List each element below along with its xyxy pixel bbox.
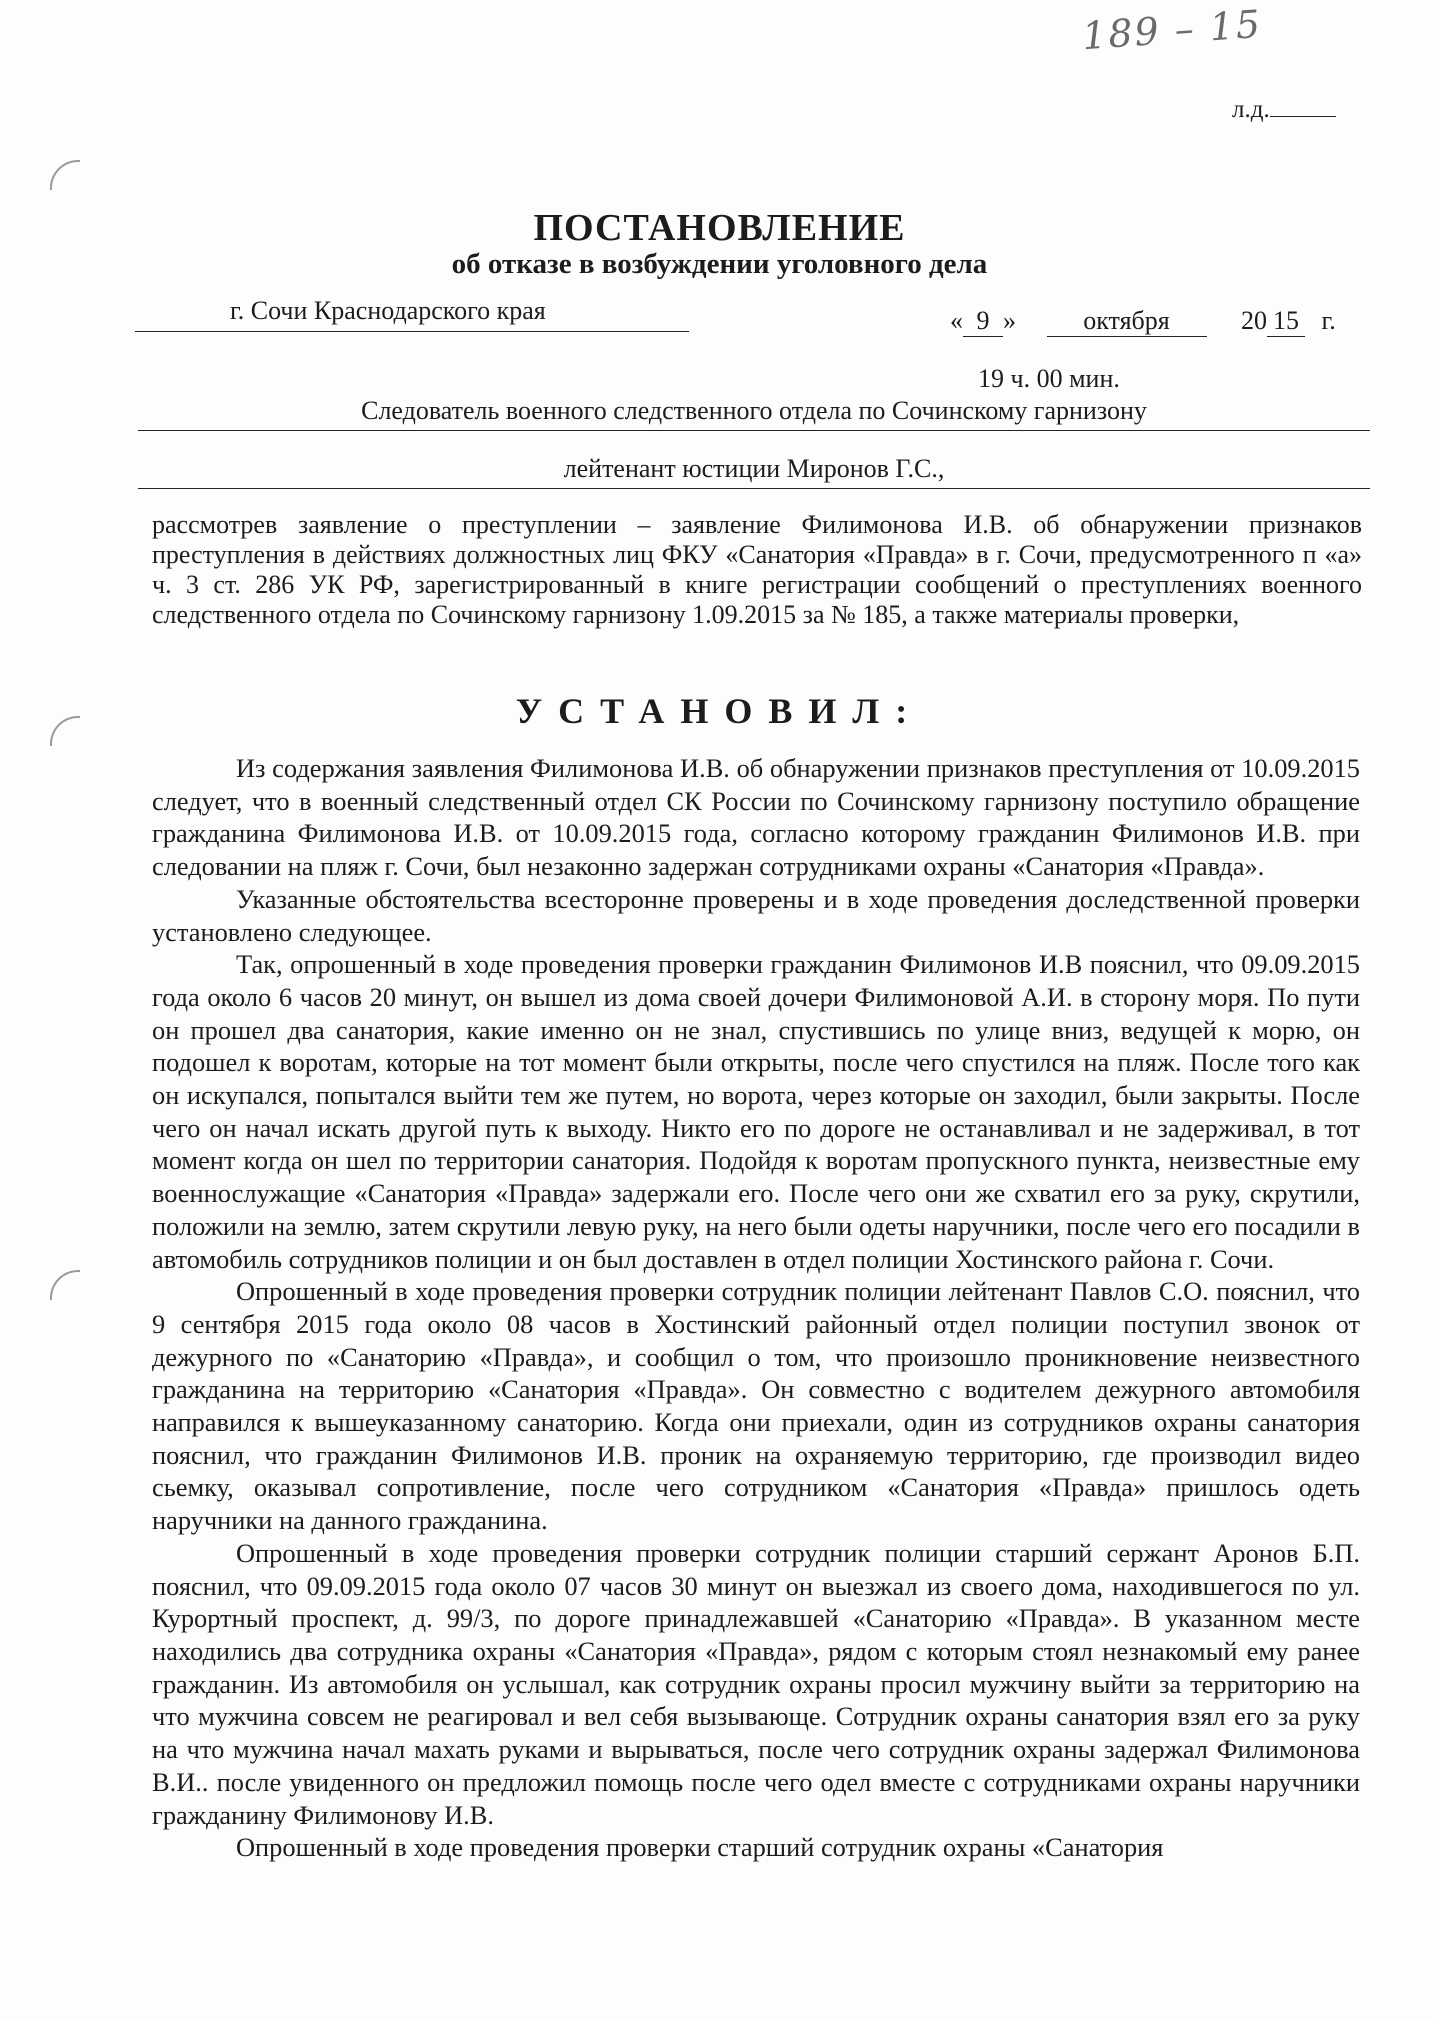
investigator-name: лейтенант юстиции Миронов Г.С., bbox=[138, 454, 1370, 489]
date-field bbox=[950, 306, 1336, 337]
findings-body bbox=[152, 752, 1360, 1863]
findings-paragraph: Опрошенный в ходе проведения проверки сотрудник полиции старший сержант Аронов Б.П. пояснил, что 09.09.2015 года около 07 часов 30 минут он выезжал из своего дома, находившегося по ул. Курортный проспект, д. 99/3, по дороге принадлежавшей «Санаторию «Правда». В указанном месте находились два сотрудника охраны «Санатория «Правда», рядом с которым стоял незнакомый ему ранее гражданин. Из автомобиля он услышал, как сотрудник охраны просил мужчину выйти за территорию на что мужчина совсем не реагировал и вел себя вызывающе. Сотрудник охраны санатория взял его за руку на что мужчина начал махать руками и вырываться, после чего сотрудник охраны задержал Филимонова В.И.. после увиденного он предложил помощь после чего одел вместе с сотрудниками охраны наручники гражданину Филимонову И.В. bbox=[152, 1537, 1360, 1830]
place-field: г. Сочи Краснодарского края bbox=[135, 296, 689, 332]
document-subtitle: об отказе в возбуждении уголовного дела bbox=[451, 248, 988, 280]
punch-hole-mark bbox=[50, 160, 80, 190]
sheet-number-label: л.д. bbox=[1232, 96, 1270, 123]
handwritten-note: 189 – 15 bbox=[1080, 1, 1264, 59]
preamble-text: рассмотрев заявление о преступлении – заявление Филимонова И.В. об обнаружении признаков преступления в действиях должностных лиц ФКУ «Санатория «Правда» в г. Сочи, предусмотренного п «а» ч. 3 ст. 286 УК РФ, зарегистрированный в книге регистрации сообщений о преступлениях военного следственного отдела по Сочинскому гарнизону 1.09.2015 за № 185, а также материалы проверки, bbox=[152, 510, 1362, 629]
date-year-suffix: 15 bbox=[1267, 306, 1305, 337]
findings-paragraph: Опрошенный в ходе проведения проверки сотрудник полиции лейтенант Павлов С.О. пояснил, что 9 сентября 2015 года около 08 часов в Хостинский районный отдел полиции поступил звонок от дежурного по «Санаторию «Правда», и сообщил о том, что произошло проникновение неизвестного гражданина на территорию «Санатория «Правда». Он совместно с водителем дежурного автомобиля направился к вышеуказанному санаторию. Когда они приехали, один из сотрудников охраны санатория пояснил, что гражданин Филимонов И.В. проник на охраняемую территорию, где производил видео сьемку, оказывал сопротивление, после чего сотрудником «Санатория «Правда» пришлось одеть наручники на данного гражданина. bbox=[152, 1276, 1360, 1536]
time-field: 19 ч. 00 мин. bbox=[978, 364, 1120, 393]
sheet-number-blank bbox=[1270, 96, 1336, 117]
date-day: 9 bbox=[963, 306, 1003, 337]
sheet-number-field bbox=[1232, 96, 1336, 124]
document-title: ПОСТАНОВЛЕНИЕ bbox=[533, 207, 906, 249]
date-open-quote: « bbox=[950, 306, 963, 335]
punch-hole-mark bbox=[50, 1270, 80, 1300]
date-year-prefix: 20 bbox=[1241, 306, 1267, 335]
findings-paragraph: Опрошенный в ходе проведения проверки старший сотрудник охраны «Санатория bbox=[236, 1832, 1164, 1863]
date-year-unit: г. bbox=[1321, 306, 1336, 335]
findings-paragraph: Из содержания заявления Филимонова И.В. об обнаружении признаков преступления от 10.09.2015 следует, что в военный следственный отдел СК России по Сочинскому гарнизону поступило обращение гражданина Филимонова И.В. от 10.09.2015 года, согласно которому гражданин Филимонов И.В. при следовании на пляж г. Сочи, был незаконно задержан сотрудниками охраны «Санатория «Правда». bbox=[152, 753, 1360, 882]
findings-paragraph: Так, опрошенный в ходе проведения проверки гражданин Филимонов И.В пояснил, что 09.09.2015 года около 6 часов 20 минут, он вышел из дома своей дочери Филимоновой А.И. в сторону моря. По пути он прошел два санатория, какие именно он не знал, спустившись по улице вниз, ведущей к морю, он подошел к воротам, которые на тот момент были открыты, после чего спустился на пляж. После того как он искупался, попытался выйти тем же путем, но ворота, через которые он заходил, были закрыты. После чего он начал искать другой путь к выходу. Никто его по дороге не останавливал и не задерживал, в тот момент когда он шел по территории санатория. Подойдя к воротам пропускного пункта, неизвестные ему военнослужащие «Санатория «Правда» задержали его. После чего они же схватил его за руку, скрутили, положили на землю, затем скрутили левую руку, на него были одеты наручники, после чего его посадили в автомобиль сотрудников полиции и он был доставлен в отдел полиции Хостинского района г. Сочи. bbox=[152, 949, 1360, 1274]
section-heading: УСТАНОВИЛ: bbox=[515, 691, 924, 731]
investigator-position: Следователь военного следственного отдела по Сочинскому гарнизону bbox=[138, 396, 1370, 431]
date-close-quote: » bbox=[1003, 306, 1016, 335]
date-month: октября bbox=[1047, 306, 1207, 337]
findings-paragraph: Указанные обстоятельства всесторонне проверены и в ходе проведения доследственной проверки установлено следующее. bbox=[152, 883, 1360, 947]
